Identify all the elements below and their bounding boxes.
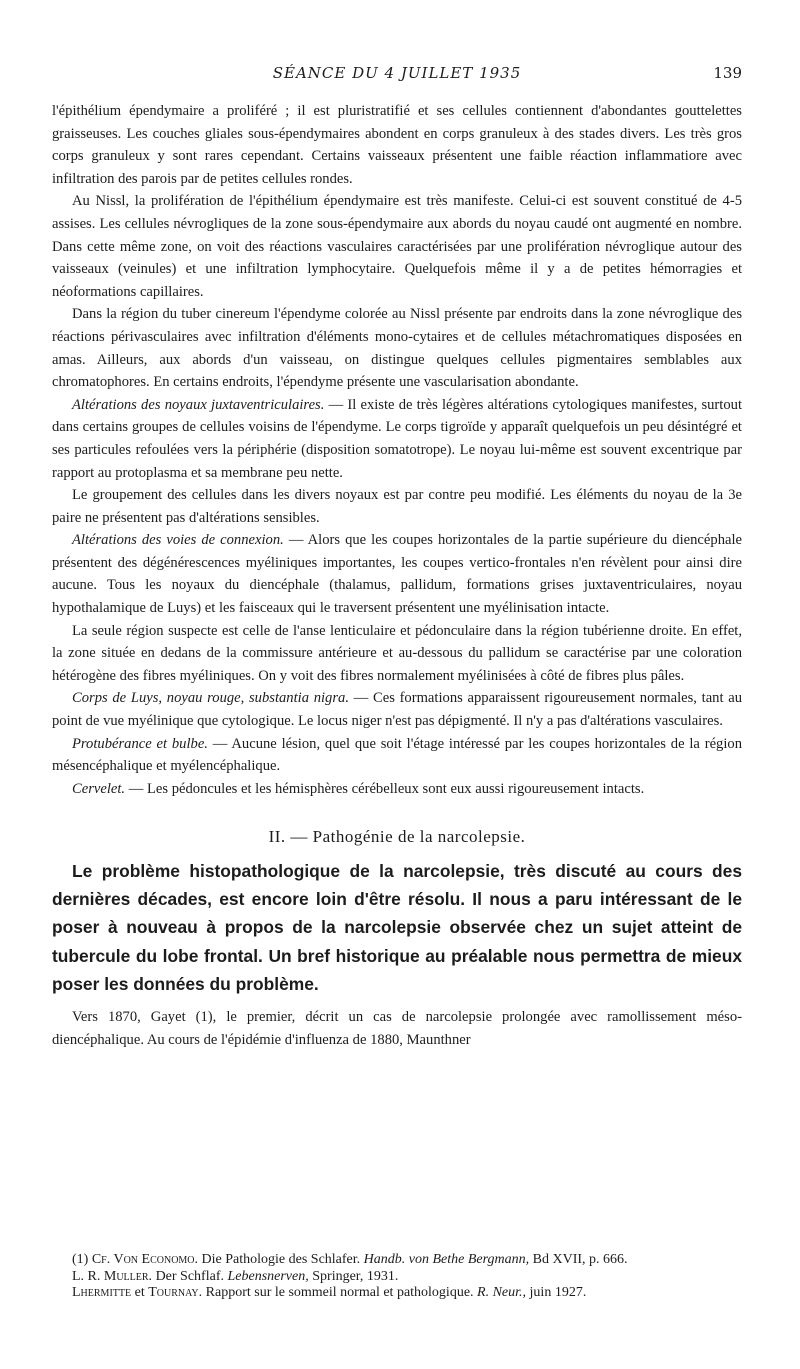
paragraph [52,733,742,778]
paragraph-lead: Altérations des noyaux juxtaventriculaires. [72,396,325,413]
paragraph [52,484,742,529]
footnote-author: Cf. Von Economo. [91,1252,199,1267]
paragraph-lead: Corps de Luys, noyau rouge, substantia nigra. [72,690,349,707]
paragraph [52,778,742,801]
paragraph [52,394,742,484]
footnote-text: Der Schflaf. [152,1268,228,1284]
paragraph-text: Au Nissl, la prolifération de l'épithélium épendymaire est très manifeste. Celui-ci est souvent constitué de 4-5 assises. Les cellules névrogliques de la zone sous-épendymaire aux abords du noyau caudé ont augmenté en nombre. Dans cette même zone, on voit des réactions vasculaires caractérisées par une prolifération névroglique autour des vaisseaux (veinules) et une infiltration lymphocytaire. Quelquefois même il y a de petites hémorragies et néoformations capillaires. [52,193,742,300]
paragraph-lead: Protubérance et bulbe. [72,735,208,752]
paragraph-text: — Il existe de très légères altérations cytologiques manifestes, surtout dans certains groupes de cellules voisins de l'épendyme. Le corps tigroïde y apparaît quelquefois un peu désintégré et ses particules refoulées vers la périphérie (disposition somatotrope). Le noyau lui-même est souvent excentrique par rapport au protoplasma et sa membrane peu nette. [52,396,742,481]
paragraph-text: Le groupement des cellules dans les divers noyaux est par contre peu modifié. Les éléments du noyau de la 3e paire ne présentent pas d'altérations sensibles. [52,487,742,526]
footnote-text: Die Pathologie des Schlafer. [198,1252,364,1267]
paragraph-text: l'épithélium épendymaire a proliféré ; il est pluristratifié et ses cellules contiennent d'abondantes gouttelettes graisseuses. Les couches gliales sous-épendymaires abondent en corps granuleux à des stades divers. Les très gros corps granuleux y sont rares cependant. Certains vaisseaux présentent une faible réaction inflammatiore avec infiltration des parois par de petites cellules rondes. [52,103,742,187]
footnote-rest: juin 1927. [526,1285,587,1300]
body-text [52,100,742,1051]
footnote [52,1252,742,1269]
paragraph-lead: Altérations des voies de connexion. [72,532,284,549]
paragraph [52,687,742,732]
paragraph [52,100,742,190]
paragraph [52,303,742,393]
footnote-marker: (1) [72,1252,89,1267]
paragraph-text: — Alors que les coupes horizontales de la partie supérieure du diencéphale présentent des dégénérescences myéliniques importantes, les coupes vertico-frontales n'en révèlent pour ainsi dire aucune. Tous les noyaux du diencéphale (thalamus, pallidum, formations grises juxtaventriculaires, noyau hypothalamique de Luys) et les faisceaux qui le traversent présentent une myélinisation intacte. [52,532,742,617]
footnotes [52,1252,742,1302]
footnote-source: Handb. von Bethe Bergmann, [363,1252,530,1267]
footnote-author-2: Tournay. [148,1285,203,1300]
paragraph-text: — Les pédoncules et les hémisphères cérébelleux sont eux aussi rigoureusement intacts. [125,780,645,797]
paragraph [52,190,742,303]
paragraph [52,529,742,619]
paragraph-text: Dans la région du tuber cinereum l'épendyme colorée au Nissl présente par endroits dans la zone névroglique des réactions périvasculaires avec infiltration d'éléments mono-cytaires et de cellules métachromatiques disposées en amas. Ailleurs, aux abords d'un vaisseau, on distingue quelques cellules pigmentaires semblables aux chromatophores. En certains endroits, l'épendyme présente une vascularisation abondante. [52,306,742,391]
footnote [52,1269,742,1286]
footnote-rest: Bd XVII, p. 666. [529,1252,628,1267]
paragraph-lead: Cervelet. [72,780,126,797]
footnote-author: L. R. Muller. [72,1268,153,1284]
intro-paragraph: Le problème histopathologique de la narcolepsie, très discuté au cours des dernières décades, est encore loin d'être résolu. Il nous a paru intéressant de le poser à nouveau à propos de la narcolepsie observée chez un sujet atteint de tubercule du lobe frontal. Un bref historique au préalable nous permettra de mieux poser les données du problème. [52,861,742,994]
running-head: SÉANCE DU 4 JUILLET 1935 [272,64,522,82]
paragraph-text: — Aucune lésion, quel que soit l'étage intéressé par les coupes horizontales de la région mésencéphalique et myélencéphalique. [52,735,742,775]
paragraph [52,1006,742,1051]
footnote-author: Lhermitte [72,1285,132,1300]
footnote-text: et [131,1285,149,1300]
page-header [52,64,742,88]
paragraph-text: Vers 1870, Gayet (1), le premier, décrit un cas de narcolepsie prolongée avec ramollissement méso-diencéphalique. Au cours de l'épidémie d'influenza de 1880, Maunthner [52,1009,742,1048]
footnote [52,1285,742,1302]
page-number: 139 [713,64,742,82]
paragraph [52,620,742,688]
footnote-rest: Springer, 1931. [308,1268,399,1284]
footnote-text-2: Rapport sur le sommeil normal et pathologique. [202,1285,478,1300]
section-title: II. — Pathogénie de la narcolepsie. [268,827,526,847]
footnote-source: Lebensnerven, [227,1268,309,1284]
footnote-source: R. Neur., [477,1285,527,1300]
paragraph-text: — Ces formations apparaissent rigoureusement normales, tant au point de vue myélinique que cytologique. Le locus niger n'est pas dépigmenté. Il n'y a pas d'altérations vasculaires. [52,690,742,730]
paragraph-text: La seule région suspecte est celle de l'anse lenticulaire et pédonculaire dans la région tubérienne droite. En effet, la zone située en dedans de la commissure antérieure et au-dessous du pallidum se caractérise par une coloration hétérogène des fibres myéliniques. On y voit des fibres normalement myélinisées à côté de fibres plus pâles. [52,622,742,684]
